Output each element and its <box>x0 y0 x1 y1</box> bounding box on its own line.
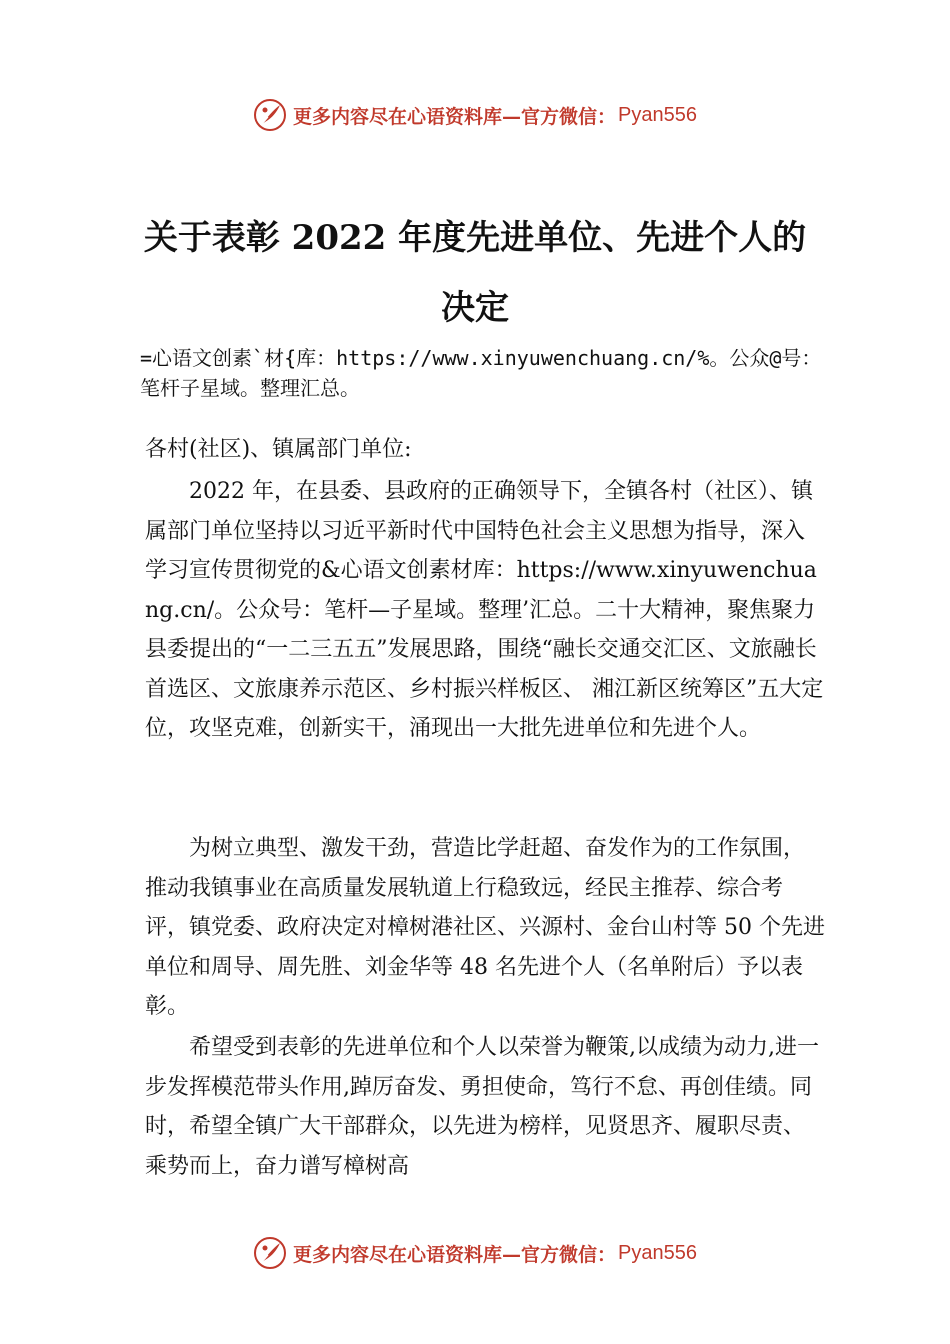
paragraph-2: 为树立典型、激发干劲，营造比学赶超、奋发作为的工作氛围，推动我镇事业在高质量发展轨道上行稳致远，经民主推荐、综合考评，镇党委、政府决定对樟树港社区、兴源村、金台山村等 50 个先进单位和周导、周先胜、刘金华等 48 名先进个人（名单附后）予以表彰。 <box>145 836 825 1019</box>
quill-pen-logo-icon <box>253 98 287 132</box>
paragraph-3: 希望受到表彰的先进单位和个人以荣誉为鞭策,以成绩为动力,进一步发挥模范带头作用,踔厉奋发、勇担使命，笃行不怠、再创佳绩。同时，希望全镇广大干部群众，以先进为榜样，见贤思齐、履职尽责、乘势而上，奋力谱写樟树高 <box>145 1035 819 1179</box>
banner-text: 更多内容尽在心语资料库—官方微信： <box>293 1243 617 1266</box>
banner-wechat-id: Pyan556 <box>618 1241 697 1264</box>
document-title-line-1: 关于表彰 2022 年度先进单位、先进个人的 <box>143 218 807 258</box>
document-title-line-2: 决定 <box>441 288 509 328</box>
salutation: 各村(社区)、镇属部门单位: <box>145 437 412 462</box>
quill-pen-logo-icon <box>253 1236 287 1270</box>
banner-wechat-id: Pyan556 <box>618 103 697 126</box>
source-note: =心语文创素`材{库：https://www.xinyuwenchuang.cn/%。公众@号：笔杆子星域。整理汇总。 <box>140 346 822 400</box>
banner-text: 更多内容尽在心语资料库—官方微信： <box>293 105 617 128</box>
footer-banner <box>0 1233 950 1273</box>
paragraph-1: 2022 年，在县委、县政府的正确领导下，全镇各村（社区）、镇属部门单位坚持以习近平新时代中国特色社会主义思想为指导，深入学习宣传贯彻党的&心语文创素材库：https://www.xinyuwenchuang.cn/。公众号：笔杆—子星域。整理’汇总。二十大精神，聚焦聚力县委提出的“一二三五五”发展思路，围绕“融长交通交汇区、文旅融长首选区、文旅康养示范区、乡村振兴样板区、 湘江新区统筹区”五大定位，攻坚克难，创新实干，涌现出一大批先进单位和先进个人。 <box>145 479 824 741</box>
header-banner <box>0 95 950 135</box>
